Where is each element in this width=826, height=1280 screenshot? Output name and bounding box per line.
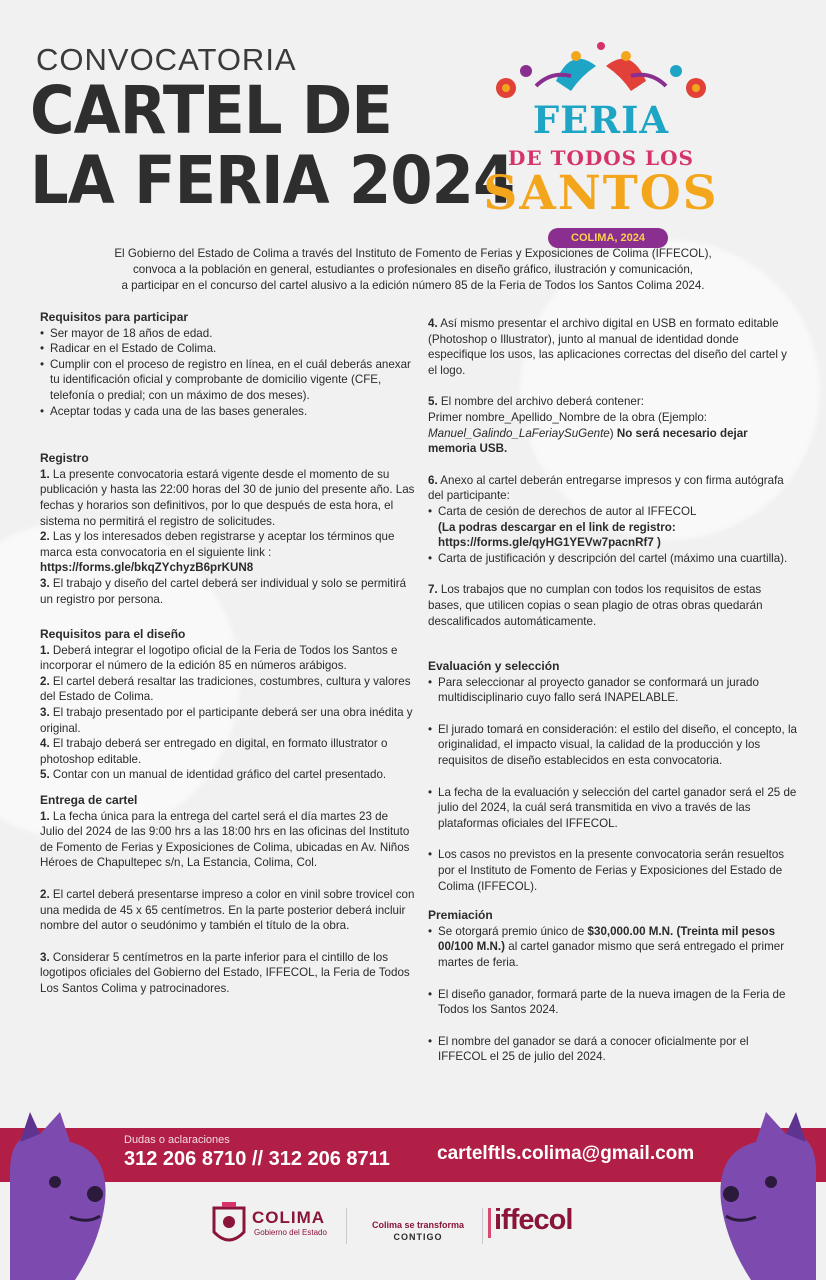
- list-item: • Carta de justificación y descripción del cartel (máximo una cuartilla).: [428, 551, 788, 565]
- list-item: • El nombre del ganador se dará a conocer oficialmente por el IFFECOL el 25 de julio del 2024.: [428, 1034, 749, 1064]
- registro-paragraph-3: 3. El trabajo y diseño del cartel deberá ser individual y solo se permitirá un registro por persona.: [40, 576, 407, 606]
- doubts-label: Dudas o aclaraciones: [124, 1134, 230, 1146]
- list-item: • El jurado tomará en consideración: el estilo del diseño, el concepto, la originalidad, el impacto visual, la calidad de la producción y los requisitos de diseño establecidos en esta convocatoria.: [428, 722, 797, 768]
- list-item: • Radicar en el Estado de Colima.: [40, 342, 217, 356]
- logo-line-3: SANTOS: [483, 166, 719, 221]
- list-item: 5. Contar con un manual de identidad gráfico del cartel presentado.: [40, 768, 387, 782]
- list-item: • La fecha de la evaluación y selección del cartel ganador será el 25 de julio del 2024, la cuál será transmitida en vivo a través de las plataformas oficiales del IFFECOL.: [428, 785, 797, 830]
- sponsor-logos-row: [0, 1190, 826, 1280]
- list-item: 1. La fecha única para la entrega del cartel será el día martes 23 de Julio del 2024 de las 9:00 hrs a las 18:00 hrs en las oficinas del Instituto de Fomento de Ferias y Exposiciones de Colima, ubicadas en Av. Niños Héroes de Chapultepec s/n, La Estancia, Colima, Col.: [40, 809, 410, 870]
- list-item: 2. El cartel deberá presentarse impreso a color en vinil sobre trovicel con una medida de 45 x 65 centímetros. En la parte posterior deberá incluir nombre del autor o seudónimo y también el título de la obra.: [40, 888, 415, 933]
- page-title-line-2: LA FERIA 2024: [30, 142, 515, 219]
- list-item: • Los casos no previstos en la presente convocatoria serán resueltos por el Instituto de Fomento de Ferias y Exposiciones del Estado de Colima (IFFECOL).: [428, 848, 785, 893]
- intro-line: convoca a la población en general, estudiantes o profesionales en diseño gráfico, ilustración y comunicación,: [132, 263, 694, 276]
- colima-logo-subtitle: Gobierno del Estado: [254, 1228, 327, 1237]
- section-title-premiacion: Premiación: [428, 908, 493, 923]
- list-item: • Para seleccionar al proyecto ganador se conformará un jurado multidisciplinario cuyo fallo será INAPELABLE.: [428, 675, 759, 705]
- divider: [482, 1208, 483, 1244]
- registro-link[interactable]: https://forms.gle/bkqZYchyzB6prKUN8: [40, 561, 254, 575]
- section-title-registro: Registro: [40, 451, 89, 466]
- right-column: [428, 316, 798, 1065]
- bird-ornament-icon: [476, 36, 726, 106]
- paragraph-4: 4. Así mismo presentar el archivo digital en USB en formato editable (Photoshop o Illustrator), junto al manual de identidad donde especifique los usos, las aplicaciones correctas del diseño del cartel y el logo.: [428, 317, 787, 377]
- list-item: • El diseño ganador, formará parte de la nueva imagen de la Feria de Todos los Santos 2024.: [428, 987, 786, 1017]
- iffecol-logo: iffecol: [494, 1204, 573, 1236]
- section-title-requisitos: Requisitos para participar: [40, 310, 189, 324]
- slogan-line-1: Colima se transforma: [371, 1220, 465, 1230]
- divider: [346, 1208, 347, 1244]
- feria-logo: [476, 36, 726, 244]
- section-title-evaluacion: Evaluación y selección: [428, 659, 560, 674]
- intro-paragraph: [30, 246, 796, 294]
- intro-line: a participar en el concurso del cartel alusivo a la edición número 85 de la Feria de Todos los Santos Colima 2024.: [121, 279, 705, 292]
- paragraph-5: 5. El nombre del archivo deberá contener: Primer nombre_Apellido_Nombre de la obra (Ejemplo: Manuel_Galindo_LaFeriaySuGente) No será necesario dejar memoria USB.: [428, 395, 748, 456]
- registro-paragraph-1: 1. La presente convocatoria estará vigente desde el momento de su publicación y hasta las 22:00 horas del 30 de junio del presente año. Las fechas y horarios son definitivos, por lo que después de esta hora, el sistema no permitirá el registro de solicitudes.: [40, 467, 415, 528]
- file-name-example: Manuel_Galindo_LaFeriaySuGente: [428, 426, 610, 440]
- pre-title: CONVOCATORIA: [36, 42, 297, 77]
- colima-shield-icon: [212, 1202, 246, 1248]
- paragraph-7: 7. Los trabajos que no cumplan con todos los requisitos de estas bases, que utilicen copias o sean plagio de otras obras quedarán descalificados automáticamente.: [428, 583, 763, 628]
- logo-line-2: DE TODOS LOS: [508, 146, 694, 170]
- list-item: 4. El trabajo deberá ser entregado en digital, en formato illustrator o photoshop editable.: [40, 737, 388, 766]
- logo-badge: COLIMA, 2024: [548, 228, 668, 248]
- intro-line: El Gobierno del Estado de Colima a través del Instituto de Fomento de Ferias y Exposiciones de Colima (IFFECOL),: [114, 247, 712, 260]
- colima-logo-name: COLIMA: [252, 1208, 326, 1227]
- phone-numbers[interactable]: 312 206 8710 // 312 206 8711: [124, 1148, 390, 1170]
- section-title-entrega: Entrega de cartel: [40, 793, 138, 808]
- section-title-diseno: Requisitos para el diseño: [40, 627, 186, 642]
- slogan-line-2: CONTIGO: [393, 1232, 443, 1242]
- logo-line-1: FERIA: [532, 98, 670, 142]
- iffecol-mark-icon: [488, 1208, 491, 1238]
- contact-email[interactable]: cartelftls.colima@gmail.com: [437, 1143, 695, 1164]
- list-item: 1. Deberá integrar el logotipo oficial de la Feria de Todos los Santos e incorporar el número de la edición 85 en números arábigos.: [40, 643, 398, 673]
- registro-paragraph-2: 2. Las y los interesados deben registrarse y aceptar los términos que marca esta convocatoria en el siguiente link : https://forms.gle/bkqZYchyzB6prKUN8: [40, 530, 395, 575]
- list-item: • Se otorgará premio único de $30,000.00 M.N. (Treinta mil pesos 00/100 M.N.) al cartel ganador mismo que será entregado el primer martes de feria.: [428, 924, 785, 969]
- list-item: 3. Considerar 5 centímetros en la parte inferior para el cintillo de los logotipos oficiales del Gobierno del Estado, IFFECOL, la Feria de Todos Los Santos Colima y patrocinadores.: [40, 950, 410, 995]
- list-item: • Cumplir con el proceso de registro en línea, en el cuál deberás anexar tu identificación oficial y comprobante de domicilio vigente (CFE, telefonía o predial; con un máximo de dos meses).: [40, 357, 411, 402]
- page-title-line-1: CARTEL DE: [30, 72, 392, 149]
- paragraph-6: 6. Anexo al cartel deberán entregarse impresos y con firma autógrafa del participante:: [428, 473, 784, 503]
- list-item: • Aceptar todas y cada una de las bases generales.: [40, 404, 308, 418]
- cesion-link[interactable]: https://forms.gle/qyHG1YEVw7pacnRf7 ): [438, 536, 661, 550]
- list-item: • Ser mayor de 18 años de edad.: [40, 326, 213, 340]
- list-item: 2. El cartel deberá resaltar las tradiciones, costumbres, cultura y valores del Estado de Colima.: [40, 674, 411, 704]
- list-item: • Carta de cesión de derechos de autor al IFFECOL (La podras descargar en el link de registro: https://forms.gle/qyHG1YEVw7pacnRf7 ): [428, 504, 697, 550]
- left-column: [40, 310, 415, 997]
- list-item: 3. El trabajo presentado por el participante deberá ser una obra inédita y original.: [40, 706, 413, 735]
